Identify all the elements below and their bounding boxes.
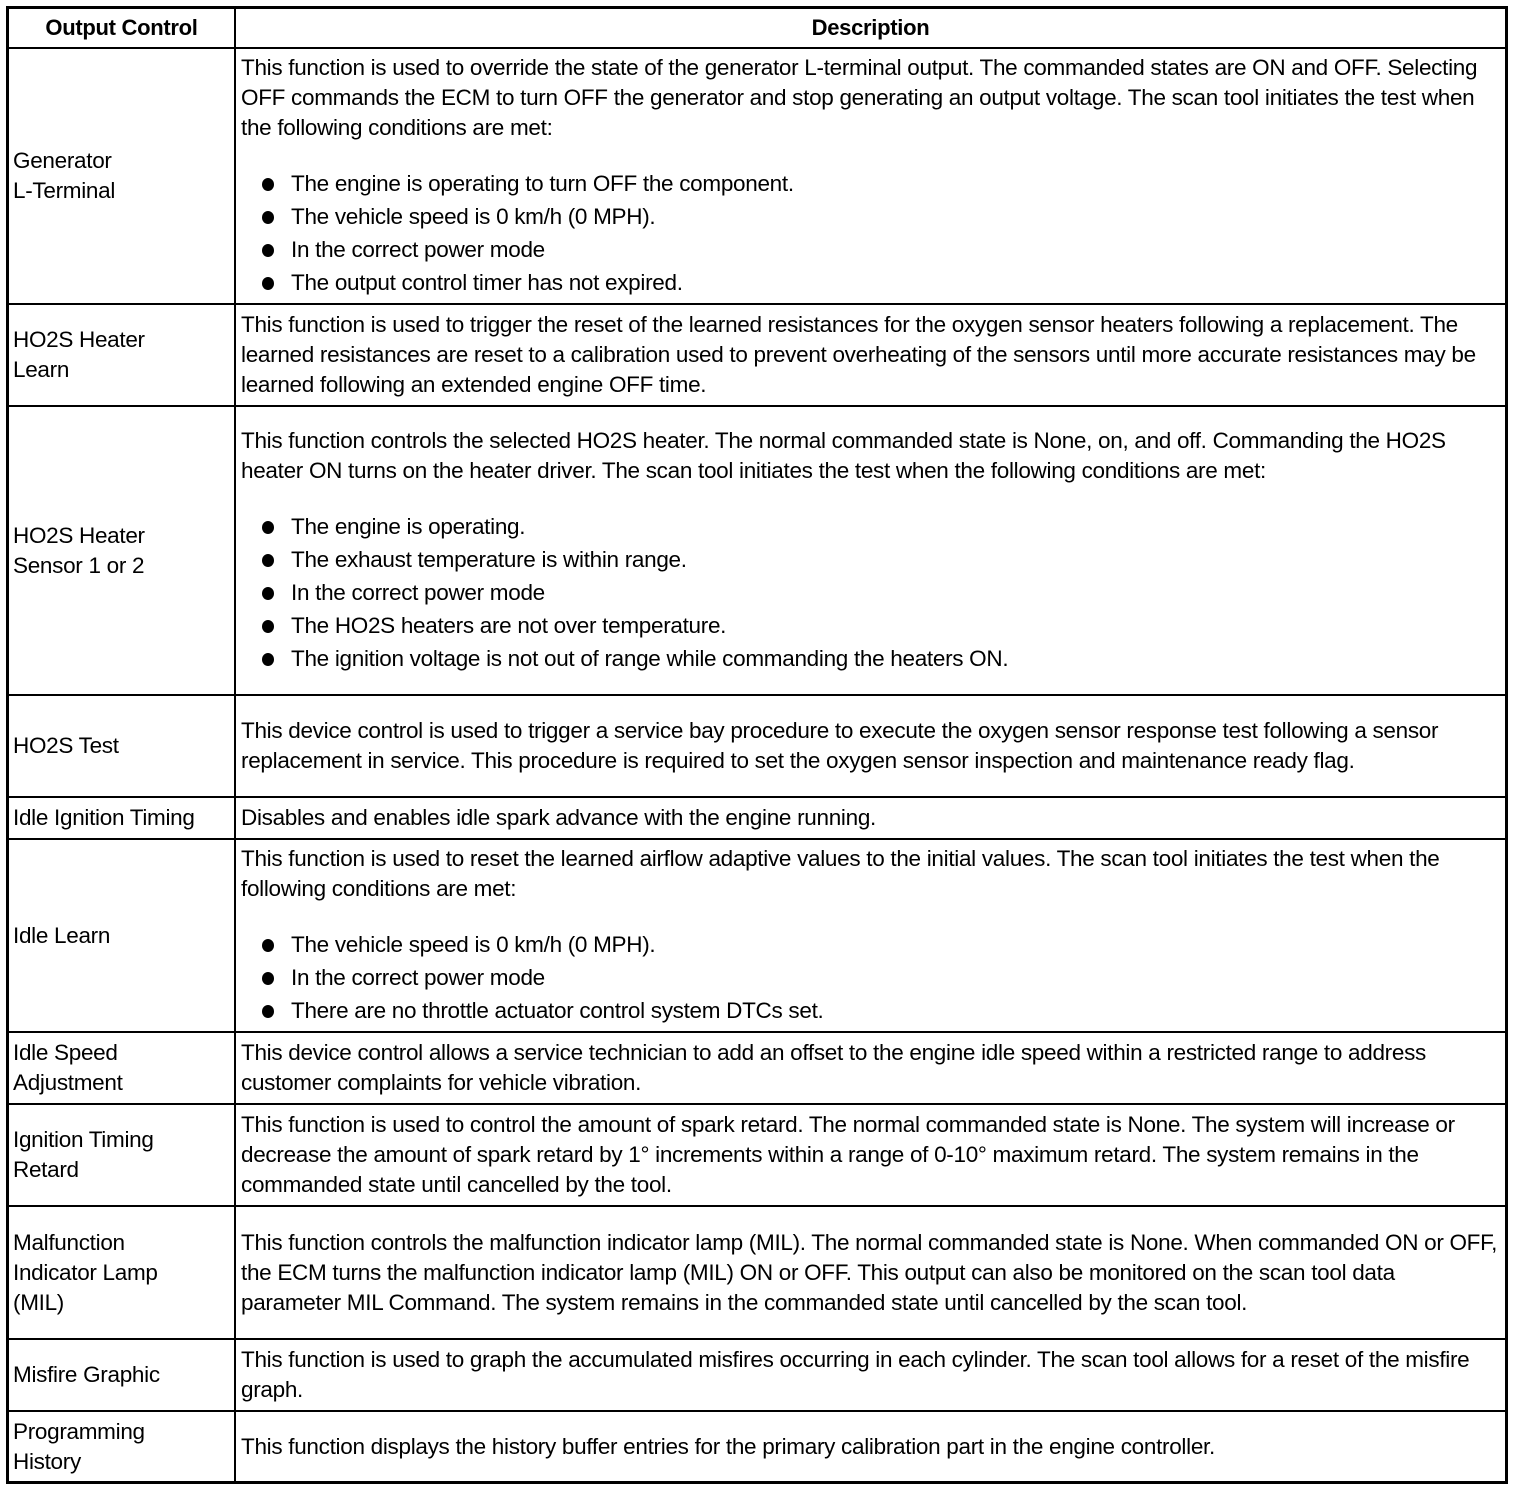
list-item: The engine is operating to turn OFF the component. [259, 167, 1499, 200]
output-control-name: Malfunction Indicator Lamp (MIL) [9, 1206, 235, 1339]
description-text: This function is used to override the state of the generator L-terminal output. The commanded states are ON and OFF. Selecting OFF commands the ECM to turn OFF the generator and stop generating an output voltage. The scan tool initiates the test when the following conditions are met: [241, 55, 1478, 140]
bullet-icon [262, 178, 274, 191]
output-control-name: Misfire Graphic [9, 1339, 235, 1411]
table-row [9, 839, 1505, 1032]
output-control-table [9, 9, 1505, 1481]
bullet-icon [262, 1005, 274, 1018]
bullet-icon [262, 521, 274, 534]
description-cell [235, 1411, 1505, 1481]
bullet-icon [262, 620, 274, 633]
table-header-row [9, 9, 1505, 48]
output-control-name: Idle Learn [9, 839, 235, 1032]
conditions-list [241, 928, 1499, 1027]
output-control-name: Idle Ignition Timing [9, 797, 235, 839]
table-row [9, 406, 1505, 695]
description-text: This function controls the malfunction indicator lamp (MIL). The normal commanded state is None. When commanded ON or OFF, the ECM turns the malfunction indicator lamp (MIL) ON or OFF. This output can also be monitored on the scan tool data parameter MIL Command. The system remains in the commanded state until cancelled by the scan tool. [241, 1229, 1498, 1315]
output-control-name: Idle Speed Adjustment [9, 1032, 235, 1104]
list-item: The output control timer has not expired. [259, 266, 1499, 299]
description-text: This device control is used to trigger a service bay procedure to execute the oxygen sensor response test following a sensor replacement in service. This procedure is required to set the oxygen sensor inspection and maintenance ready flag. [241, 718, 1439, 773]
output-control-name: Generator L-Terminal [9, 48, 235, 304]
bullet-icon [262, 277, 274, 290]
description-text: This function is used to reset the learned airflow adaptive values to the initial values. The scan tool initiates the test when the following conditions are met: [241, 846, 1440, 901]
column-header-description: Description [235, 9, 1505, 48]
description-cell [235, 1104, 1505, 1206]
description-text: This function is used to graph the accumulated misfires occurring in each cylinder. The scan tool allows for a reset of the misfire graph. [241, 1347, 1470, 1402]
description-cell [235, 1206, 1505, 1339]
table-row [9, 1032, 1505, 1104]
bullet-icon [262, 653, 274, 666]
output-control-name: Ignition Timing Retard [9, 1104, 235, 1206]
table-row [9, 1206, 1505, 1339]
description-cell [235, 839, 1505, 1032]
list-item: In the correct power mode [259, 576, 1499, 609]
list-item: In the correct power mode [259, 961, 1499, 994]
bullet-icon [262, 939, 274, 952]
table-row [9, 695, 1505, 797]
bullet-icon [262, 972, 274, 985]
bullet-icon [262, 587, 274, 600]
description-cell [235, 1032, 1505, 1104]
description-cell [235, 797, 1505, 839]
conditions-list [241, 510, 1499, 675]
output-control-name: HO2S Heater Learn [9, 304, 235, 406]
output-control-table-container [6, 6, 1508, 1484]
list-item: The HO2S heaters are not over temperature. [259, 609, 1499, 642]
list-item: In the correct power mode [259, 233, 1499, 266]
description-cell [235, 48, 1505, 304]
description-cell [235, 304, 1505, 406]
output-control-name: HO2S Heater Sensor 1 or 2 [9, 406, 235, 695]
conditions-list [241, 167, 1499, 299]
list-item: The exhaust temperature is within range. [259, 543, 1499, 576]
list-item: The vehicle speed is 0 km/h (0 MPH). [259, 200, 1499, 233]
description-text: This function is used to control the amount of spark retard. The normal commanded state is None. The system will increase or decrease the amount of spark retard by 1° increments within a range of 0-10° maximum retard. The system remains in the commanded state until cancelled by the tool. [241, 1112, 1455, 1197]
description-text: Disables and enables idle spark advance with the engine running. [241, 805, 876, 830]
list-item: The vehicle speed is 0 km/h (0 MPH). [259, 928, 1499, 961]
description-cell [235, 406, 1505, 695]
description-text: This function is used to trigger the reset of the learned resistances for the oxygen sensor heaters following a replacement. The learned resistances are reset to a calibration used to prevent overheating of the sensors until more accurate resistances may be learned following an extended engine OFF time. [241, 312, 1476, 397]
list-item: There are no throttle actuator control system DTCs set. [259, 994, 1499, 1027]
description-text: This function displays the history buffer entries for the primary calibration part in the engine controller. [241, 1433, 1215, 1459]
table-row [9, 304, 1505, 406]
description-cell [235, 695, 1505, 797]
table-row [9, 48, 1505, 304]
description-text: This function controls the selected HO2S heater. The normal commanded state is None, on, and off. Commanding the HO2S heater ON turns on the heater driver. The scan tool initiates the test when the following conditions are met: [241, 428, 1446, 483]
bullet-icon [262, 244, 274, 257]
table-row [9, 1411, 1505, 1481]
list-item: The engine is operating. [259, 510, 1499, 543]
description-cell [235, 1339, 1505, 1411]
list-item: The ignition voltage is not out of range while commanding the heaters ON. [259, 642, 1499, 675]
table-row [9, 797, 1505, 839]
output-control-name: HO2S Test [9, 695, 235, 797]
output-control-name: Programming History [9, 1411, 235, 1481]
table-row [9, 1339, 1505, 1411]
table-row [9, 1104, 1505, 1206]
column-header-output-control: Output Control [9, 9, 235, 48]
description-text: This device control allows a service technician to add an offset to the engine idle speed within a restricted range to address customer complaints for vehicle vibration. [241, 1040, 1426, 1095]
bullet-icon [262, 211, 274, 224]
bullet-icon [262, 554, 274, 567]
